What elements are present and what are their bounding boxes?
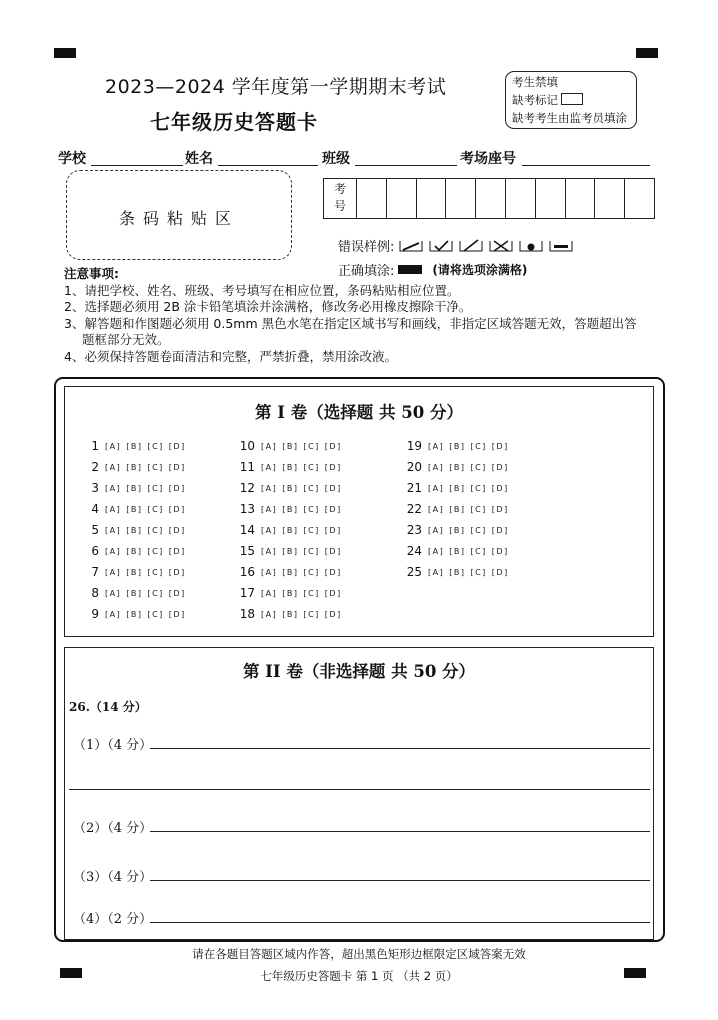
question-number: 5 xyxy=(91,523,99,537)
exam-number-label xyxy=(324,179,357,218)
answer-bubble[interactable]: [A] xyxy=(428,504,445,514)
answer-bubble[interactable]: [C] xyxy=(470,483,487,493)
wrong-dash-icon xyxy=(548,239,574,253)
answer-bubble[interactable]: [B] xyxy=(282,546,299,556)
answer-bubble[interactable]: [A] xyxy=(261,588,278,598)
answer-bubble[interactable]: [D] xyxy=(324,546,342,556)
answer-bubble[interactable]: [C] xyxy=(470,525,487,535)
exam-number-label-bottom: 号 xyxy=(333,199,346,213)
question-number: 8 xyxy=(91,586,99,600)
question-row xyxy=(237,481,347,495)
question-number: 16 xyxy=(239,565,255,579)
question-row xyxy=(404,565,514,579)
instructions-title: 注意事项: xyxy=(64,266,119,281)
question-number: 20 xyxy=(406,460,422,474)
absent-mark-instruction: 缺考考生由监考员填涂 xyxy=(512,111,627,125)
answer-bubble[interactable]: [B] xyxy=(282,609,299,619)
question-number: 11 xyxy=(239,460,255,474)
question-row xyxy=(237,439,347,453)
answer-bubble[interactable]: [C] xyxy=(303,441,320,451)
question-row xyxy=(237,586,347,600)
answer-bubble[interactable]: [D] xyxy=(168,483,186,493)
question-number: 25 xyxy=(406,565,422,579)
absent-mark-checkbox[interactable] xyxy=(561,93,583,105)
part-1-label: （1）（4 分） xyxy=(73,738,153,753)
school-label: 学校 xyxy=(58,151,86,167)
question-row xyxy=(237,523,347,537)
question-row xyxy=(81,439,191,453)
answer-bubble[interactable]: [A] xyxy=(428,462,445,472)
part-2-label: （2）（4 分） xyxy=(73,821,153,836)
answer-bubble[interactable]: [A] xyxy=(261,504,278,514)
answer-bubble[interactable]: [B] xyxy=(282,441,299,451)
answer-bubble[interactable]: [D] xyxy=(324,462,342,472)
footer-warning: 请在各题目答题区域内作答，超出黑色矩形边框限定区域答案无效 xyxy=(192,947,526,961)
barcode-sticker-area[interactable] xyxy=(66,170,292,260)
answer-bubble[interactable]: [A] xyxy=(428,525,445,535)
answer-bubble[interactable]: [C] xyxy=(470,441,487,451)
instructions-block xyxy=(64,266,684,365)
answer-bubble[interactable]: [A] xyxy=(261,462,278,472)
answer-bubble[interactable]: [B] xyxy=(126,588,143,598)
wrong-check-icon xyxy=(428,239,454,253)
answer-bubble[interactable]: [A] xyxy=(261,441,278,451)
answer-bubble[interactable]: [B] xyxy=(126,609,143,619)
question-number: 21 xyxy=(406,481,422,495)
instruction-item: 2、选择题必须用 2B 涂卡铅笔填涂并涂满格，修改务必用橡皮擦除干净。 xyxy=(64,299,472,314)
question-row xyxy=(81,481,191,495)
answer-bubble[interactable]: [D] xyxy=(324,441,342,451)
question-number: 22 xyxy=(406,502,422,516)
question-row xyxy=(237,460,347,474)
part-3-label: （3）（4 分） xyxy=(73,870,153,885)
question-row xyxy=(81,607,191,621)
answer-bubble[interactable]: [D] xyxy=(168,588,186,598)
registration-mark-top-right xyxy=(636,48,658,58)
question-number: 15 xyxy=(239,544,255,558)
answer-bubble[interactable]: [A] xyxy=(261,546,278,556)
answer-bubble[interactable]: [B] xyxy=(126,504,143,514)
answer-bubble[interactable]: [B] xyxy=(126,546,143,556)
question-row xyxy=(237,502,347,516)
question-number: 23 xyxy=(406,523,422,537)
answer-bubble[interactable]: [C] xyxy=(470,462,487,472)
answer-bubble[interactable]: [D] xyxy=(491,504,509,514)
answer-bubble[interactable]: [B] xyxy=(282,588,299,598)
answer-bubble[interactable]: [B] xyxy=(126,462,143,472)
answer-bubble[interactable]: [C] xyxy=(147,504,164,514)
exam-number-cell[interactable] xyxy=(506,179,536,218)
class-field[interactable] xyxy=(355,165,457,166)
answer-bubble[interactable]: [A] xyxy=(261,567,278,577)
answer-bubble[interactable]: [C] xyxy=(303,609,320,619)
absent-mark-label: 缺考标记 xyxy=(512,93,558,107)
answer-bubble[interactable]: [C] xyxy=(470,546,487,556)
answer-line[interactable] xyxy=(150,922,650,923)
question-row xyxy=(81,502,191,516)
question-row xyxy=(237,565,347,579)
question-row xyxy=(404,502,514,516)
seat-field[interactable] xyxy=(522,165,650,166)
answer-bubble[interactable]: [A] xyxy=(261,525,278,535)
answer-bubble[interactable]: [D] xyxy=(324,567,342,577)
answer-bubble[interactable]: [C] xyxy=(147,567,164,577)
question-row xyxy=(237,544,347,558)
question-row xyxy=(404,439,514,453)
answer-bubble[interactable]: [D] xyxy=(168,504,186,514)
exam-number-cell[interactable] xyxy=(387,179,417,218)
answer-bubble[interactable]: [C] xyxy=(303,525,320,535)
barcode-label: 条码粘贴区 xyxy=(118,209,239,228)
answer-bubble[interactable]: [B] xyxy=(126,567,143,577)
answer-line[interactable] xyxy=(150,748,650,749)
section1-title: 第 I 卷（选择题 共 50 分） xyxy=(255,403,463,422)
wrong-examples-label: 错误样例: xyxy=(338,240,395,255)
answer-bubble[interactable]: [D] xyxy=(491,567,509,577)
question-number: 4 xyxy=(91,502,99,516)
question-row xyxy=(81,544,191,558)
question-row xyxy=(404,523,514,537)
class-label: 班级 xyxy=(322,151,350,167)
absent-mark-row xyxy=(512,91,636,109)
answer-bubble[interactable]: [B] xyxy=(449,462,466,472)
answer-bubble[interactable]: [D] xyxy=(491,546,509,556)
answer-bubble[interactable]: [A] xyxy=(428,567,445,577)
question-number: 10 xyxy=(239,439,255,453)
name-field[interactable] xyxy=(218,165,318,166)
exam-number-label-top: 考 xyxy=(333,182,346,196)
question-number: 7 xyxy=(91,565,99,579)
answer-bubble[interactable]: [C] xyxy=(147,462,164,472)
wrong-dot-icon xyxy=(518,239,544,253)
answer-bubble[interactable]: [D] xyxy=(324,588,342,598)
answer-bubble[interactable]: [D] xyxy=(168,525,186,535)
answer-bubble[interactable]: [D] xyxy=(168,462,186,472)
answer-bubble[interactable]: [D] xyxy=(168,546,186,556)
answer-bubble[interactable]: [B] xyxy=(282,462,299,472)
answer-bubble[interactable]: [C] xyxy=(303,504,320,514)
answer-bubble[interactable]: [C] xyxy=(147,546,164,556)
part-4-label: （4）（2 分） xyxy=(73,912,153,927)
wrong-diagonal-icon xyxy=(458,239,484,253)
answer-bubble[interactable]: [B] xyxy=(449,504,466,514)
answer-bubble[interactable]: [D] xyxy=(324,525,342,535)
answer-bubble[interactable]: [B] xyxy=(282,483,299,493)
answer-bubble[interactable]: [C] xyxy=(147,441,164,451)
answer-bubble[interactable]: [A] xyxy=(105,504,122,514)
question-number: 6 xyxy=(91,544,99,558)
question-row xyxy=(404,544,514,558)
answer-bubble[interactable]: [A] xyxy=(261,483,278,493)
section-multiple-choice xyxy=(64,386,654,637)
answer-bubble[interactable]: [A] xyxy=(105,546,122,556)
answer-bubble[interactable]: [D] xyxy=(491,525,509,535)
question-number: 3 xyxy=(91,481,99,495)
instruction-item: 1、请把学校、姓名、班级、考号填写在相应位置，条码粘贴相应位置。 xyxy=(64,282,460,298)
answer-bubble[interactable]: [A] xyxy=(105,588,122,598)
correct-example-label: 正确填涂: xyxy=(338,264,395,279)
question-number: 18 xyxy=(239,607,255,621)
footer-page-number: 七年级历史答题卡 第 1 页 （共 2 页） xyxy=(260,969,458,983)
question-number: 14 xyxy=(239,523,255,537)
answer-bubble[interactable]: [D] xyxy=(491,441,509,451)
answer-bubble[interactable]: [D] xyxy=(324,504,342,514)
answer-bubble[interactable]: [D] xyxy=(168,609,186,619)
answer-bubble[interactable]: [A] xyxy=(428,546,445,556)
answer-bubble[interactable]: [A] xyxy=(105,525,122,535)
answer-bubble[interactable]: [C] xyxy=(303,588,320,598)
exam-number-cell[interactable] xyxy=(536,179,566,218)
exam-title-year: 2023—2024 学年度第一学期期末考试 xyxy=(105,76,447,98)
answer-bubble[interactable]: [B] xyxy=(282,567,299,577)
question-row xyxy=(404,460,514,474)
answer-bubble[interactable]: [C] xyxy=(303,567,320,577)
answer-bubble[interactable]: [C] xyxy=(470,504,487,514)
question-row xyxy=(81,565,191,579)
wrong-cross-icon xyxy=(488,239,514,253)
instruction-item: 4、必须保持答题卷面清洁和完整，严禁折叠，禁用涂改液。 xyxy=(64,348,397,364)
answer-bubble[interactable]: [A] xyxy=(105,609,122,619)
question-number: 24 xyxy=(406,544,422,558)
answer-bubble[interactable]: [B] xyxy=(449,483,466,493)
seat-label: 考场座号 xyxy=(460,151,516,167)
question-number: 9 xyxy=(91,607,99,621)
instruction-item: 3、解答题和作图题必须用 0.5mm 黑色水笔在指定区域书写和画线，非指定区域答题无效，答题超出答 xyxy=(64,315,637,331)
answer-bubble[interactable]: [B] xyxy=(126,483,143,493)
answer-bubble[interactable]: [A] xyxy=(105,483,122,493)
answer-line[interactable] xyxy=(69,789,650,790)
answer-bubble[interactable]: [D] xyxy=(324,609,342,619)
name-label: 姓名 xyxy=(185,151,213,167)
answer-bubble[interactable]: [C] xyxy=(147,525,164,535)
question-number: 17 xyxy=(239,586,255,600)
exam-number-cell[interactable] xyxy=(625,179,654,218)
exam-number-cell[interactable] xyxy=(476,179,506,218)
answer-bubble[interactable]: [B] xyxy=(449,441,466,451)
instruction-item: 题框部分无效。 xyxy=(82,332,170,347)
answer-bubble[interactable]: [A] xyxy=(428,441,445,451)
answer-bubble[interactable]: [A] xyxy=(105,462,122,472)
exam-number-cell[interactable] xyxy=(595,179,625,218)
question-row xyxy=(81,460,191,474)
question-number: 1 xyxy=(91,439,99,453)
question-row xyxy=(81,523,191,537)
exam-number-grid xyxy=(323,178,655,219)
question-number: 19 xyxy=(406,439,422,453)
answer-bubble[interactable]: [C] xyxy=(147,609,164,619)
answer-bubble[interactable]: [B] xyxy=(449,546,466,556)
answer-line[interactable] xyxy=(150,880,650,881)
exam-number-cell[interactable] xyxy=(446,179,476,218)
wrong-slash-icon xyxy=(398,239,424,253)
answer-bubble[interactable]: [D] xyxy=(491,483,509,493)
answer-line[interactable] xyxy=(150,831,650,832)
registration-mark-top-left xyxy=(54,48,76,58)
question-number: 2 xyxy=(91,460,99,474)
answer-bubble[interactable]: [D] xyxy=(324,483,342,493)
exam-number-cell[interactable] xyxy=(357,179,387,218)
section2-title: 第 II 卷（非选择题 共 50 分） xyxy=(242,662,476,681)
section-non-choice xyxy=(64,647,654,940)
question-row xyxy=(81,586,191,600)
examiner-only-title: 考生禁填 xyxy=(512,75,558,89)
question-number: 12 xyxy=(239,481,255,495)
answer-bubble[interactable]: [C] xyxy=(303,546,320,556)
question-number: 13 xyxy=(239,502,255,516)
correct-example-hint: (请将选项涂满格) xyxy=(432,263,528,277)
answer-bubble[interactable]: [B] xyxy=(282,525,299,535)
wrong-marking-examples xyxy=(338,236,574,255)
answer-bubble[interactable]: [A] xyxy=(428,483,445,493)
answer-bubble[interactable]: [D] xyxy=(168,441,186,451)
answer-bubble[interactable]: [A] xyxy=(105,441,122,451)
answer-bubble[interactable]: [C] xyxy=(303,462,320,472)
answer-bubble[interactable]: [A] xyxy=(105,567,122,577)
exam-title-main: 七年级历史答题卡 xyxy=(150,110,318,134)
answer-bubble[interactable]: [B] xyxy=(126,525,143,535)
school-field[interactable] xyxy=(91,165,183,166)
answer-bubble[interactable]: [B] xyxy=(282,504,299,514)
exam-number-cell[interactable] xyxy=(417,179,447,218)
question-row xyxy=(404,481,514,495)
answer-bubble[interactable]: [C] xyxy=(303,483,320,493)
answer-bubble[interactable]: [C] xyxy=(147,483,164,493)
answer-bubble[interactable]: [B] xyxy=(449,525,466,535)
question-26-header: 26.（14 分） xyxy=(69,700,147,714)
answer-bubble[interactable]: [A] xyxy=(261,609,278,619)
question-row xyxy=(237,607,347,621)
answer-bubble[interactable]: [D] xyxy=(168,567,186,577)
answer-bubble[interactable]: [C] xyxy=(470,567,487,577)
answer-bubble[interactable]: [D] xyxy=(491,462,509,472)
examiner-only-box xyxy=(505,71,637,129)
answer-bubble[interactable]: [B] xyxy=(449,567,466,577)
answer-bubble[interactable]: [B] xyxy=(126,441,143,451)
exam-number-cell[interactable] xyxy=(566,179,596,218)
answer-bubble[interactable]: [C] xyxy=(147,588,164,598)
